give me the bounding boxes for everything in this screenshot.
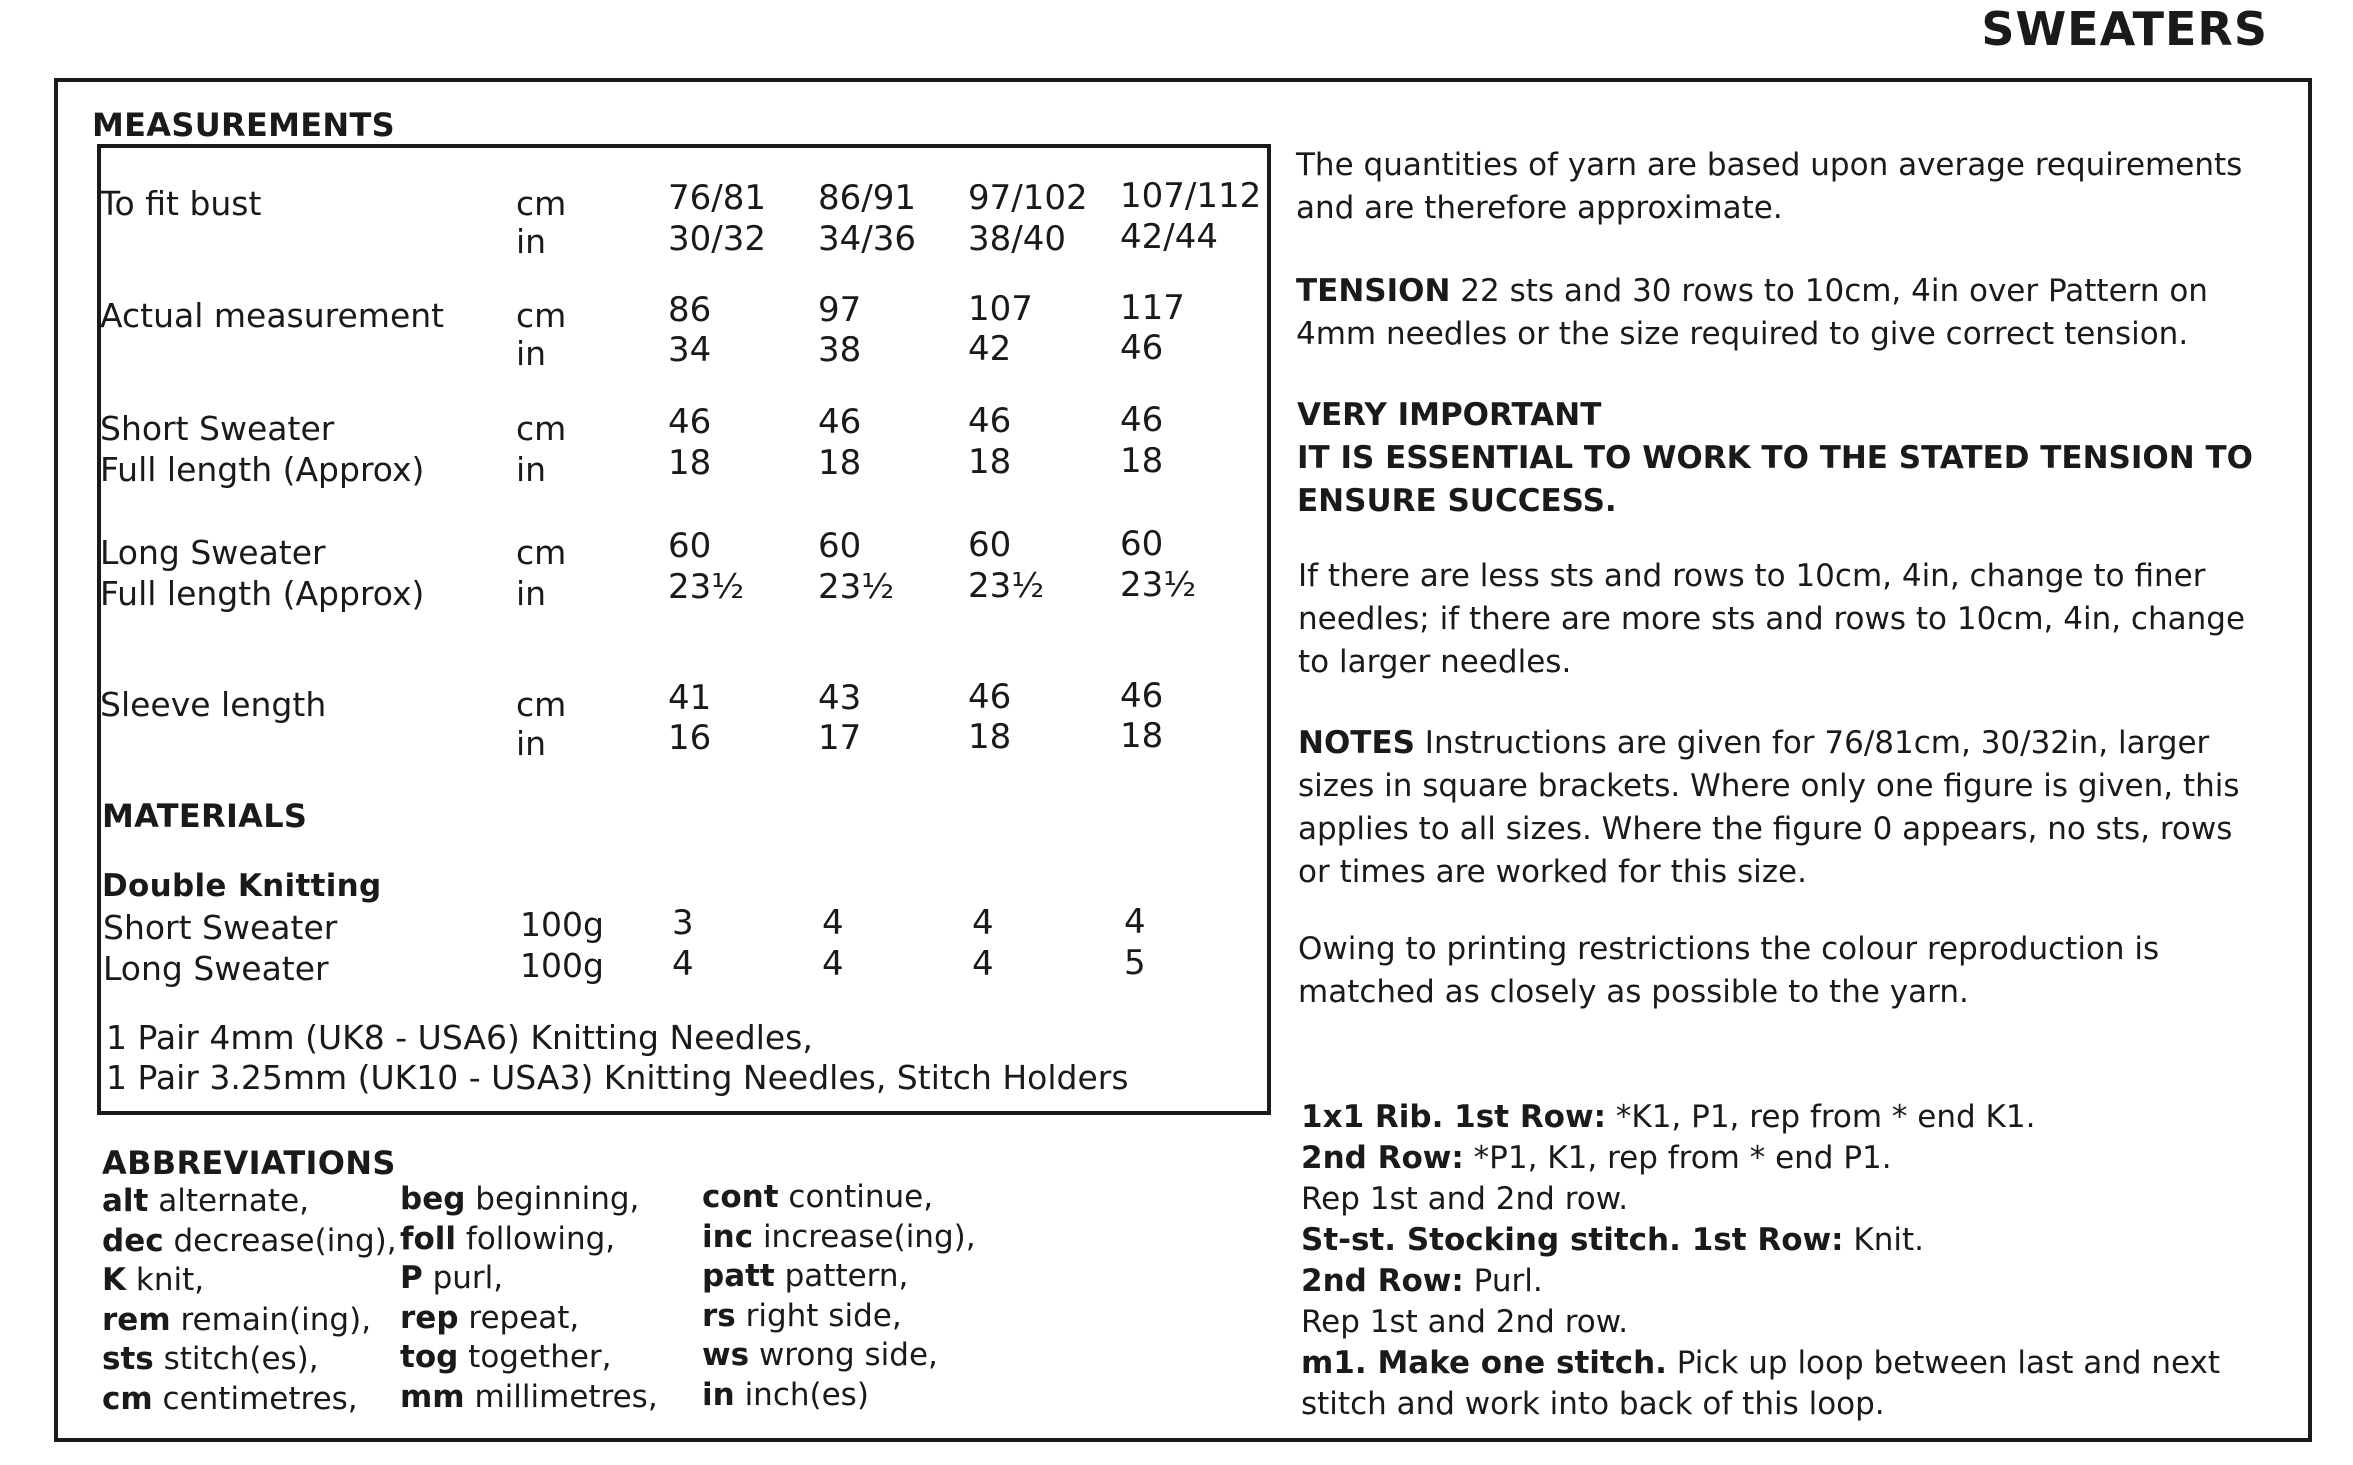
value-cell: 18 [1120,441,1164,481]
row-label: Full length (Approx) [100,450,425,489]
abbreviation-item: ws wrong side, [702,1337,938,1373]
needles-line: 1 Pair 3.25mm (UK10 - USA3) Knitting Needles, Stitch Holders [106,1058,1129,1097]
abbreviations-column-1 [102,1182,397,1419]
value-cell: 23½ [818,567,895,607]
value-cell: 46 [1120,676,1164,716]
value-cell: 18 [818,443,862,483]
row-unit: in [516,334,547,373]
row-unit: in [516,724,547,763]
stitch-line: 2nd Row: Purl. [1301,1263,1543,1299]
value-cell: 34 [668,330,712,370]
abbreviation-item: rs right side, [702,1297,902,1334]
value-cell: 4 [822,944,844,984]
value-cell: 46 [668,402,712,442]
abbreviation-item: alt alternate, [102,1183,309,1219]
stitch-line: Rep 1st and 2nd row. [1301,1181,1629,1217]
yarn-note: The quantities of yarn are based upon average requirements and are therefore approximate. [1296,147,2243,226]
value-cell: 23½ [1120,565,1197,605]
needles-note: If there are less sts and rows to 10cm, 4in, change to finer needles; if there are more sts and rows to 10cm, 4in, change to larger needles. [1298,558,2246,680]
value-cell: 18 [968,442,1012,482]
value-cell: 23½ [968,566,1045,606]
value-cell: 42 [968,329,1012,369]
abbreviation-item: mm millimetres, [400,1378,658,1415]
row-unit: cm [516,685,567,724]
value-cell: 117 [1120,288,1185,328]
row-unit: in [516,574,547,613]
measurements-heading: MEASUREMENTS [92,106,395,144]
value-cell: 86/91 [818,178,916,218]
row-label: Sleeve length [100,685,327,724]
value-cell: 4 [672,944,694,984]
abbreviation-item: P purl, [400,1260,504,1296]
value-cell: 46 [1120,328,1164,368]
stitch-line: St-st. Stocking stitch. 1st Row: Knit. [1301,1222,1924,1258]
abbreviations-column-2 [400,1180,658,1417]
abbreviation-item: beg beginning, [400,1181,640,1217]
stitch-line: 1x1 Rib. 1st Row: *K1, P1, rep from * end K1. [1301,1099,2036,1135]
materials-heading: MATERIALS [102,797,308,835]
material-unit: 100g [520,946,604,985]
value-cell: 17 [818,718,862,758]
value-cell: 16 [668,718,712,758]
tension-note: TENSION 22 sts and 30 rows to 10cm, 4in over Pattern on 4mm needles or the size required to give correct tension. [1296,273,2208,352]
row-label: Full length (Approx) [100,574,425,613]
value-cell: 46 [968,677,1012,717]
value-cell: 18 [968,717,1012,757]
abbreviation-item: cm centimetres, [102,1380,358,1417]
needles-line: 1 Pair 4mm (UK8 - USA6) Knitting Needles, [106,1018,813,1057]
value-cell: 18 [668,443,712,483]
abbreviation-item: tog together, [400,1339,612,1375]
value-cell: 76/81 [668,178,766,218]
value-cell: 43 [818,678,862,718]
value-cell: 60 [668,526,712,566]
value-cell: 107/112 [1120,176,1262,216]
abbreviation-item: cont continue, [702,1179,934,1215]
value-cell: 41 [668,678,712,718]
important-note: VERY IMPORTANT IT IS ESSENTIAL TO WORK TO THE STATED TENSION TO ENSURE SUCCESS. [1297,397,2253,519]
value-cell: 30/32 [668,219,766,259]
abbreviations-column-3 [702,1178,976,1415]
value-cell: 60 [968,525,1012,565]
value-cell: 38/40 [968,219,1066,259]
value-cell: 46 [1120,400,1164,440]
row-label: Actual measurement [100,296,445,335]
value-cell: 60 [1120,524,1164,564]
row-label: Short Sweater [100,409,335,448]
notes-note: NOTES Instructions are given for 76/81cm, 30/32in, larger sizes in square brackets. Where only one figure is given, this applies to all sizes. Where the figure 0 appears, no sts, rows or times are worked for this size. [1298,725,2240,890]
row-unit: cm [516,409,567,448]
value-cell: 4 [972,944,994,984]
abbreviation-item: rem remain(ing), [102,1301,372,1338]
colour-note: Owing to printing restrictions the colour reproduction is matched as closely as possible to the yarn. [1298,931,2160,1010]
abbreviation-item: inc increase(ing), [702,1218,976,1255]
row-unit: cm [516,296,567,335]
stitch-line: 2nd Row: *P1, K1, rep from * end P1. [1301,1140,1892,1176]
value-cell: 4 [822,903,844,943]
value-cell: 46 [968,401,1012,441]
stitch-line: Rep 1st and 2nd row. [1301,1304,1629,1340]
stitches-section [1301,1097,2220,1425]
value-cell: 4 [1124,902,1146,942]
value-cell: 42/44 [1120,217,1218,257]
value-cell: 97/102 [968,178,1088,218]
abbreviation-item: patt pattern, [702,1258,909,1294]
value-cell: 60 [818,526,862,566]
row-unit: in [516,222,547,261]
value-cell: 5 [1124,943,1146,983]
value-cell: 38 [818,330,862,370]
value-cell: 3 [672,903,694,943]
material-unit: 100g [520,905,604,944]
material-label: Short Sweater [103,908,338,947]
abbreviation-item: sts stitch(es), [102,1341,319,1377]
value-cell: 18 [1120,716,1164,756]
page-title: SWEATERS [1981,2,2268,56]
value-cell: 34/36 [818,219,916,259]
abbreviations-heading: ABBREVIATIONS [102,1144,396,1182]
stitch-line: stitch and work into back of this loop. [1301,1386,1885,1422]
abbreviation-item: dec decrease(ing), [102,1222,397,1259]
value-cell: 86 [668,290,712,330]
abbreviation-item: in inch(es) [702,1376,869,1413]
row-label: Long Sweater [100,533,326,572]
value-cell: 4 [972,903,994,943]
abbreviation-item: foll following, [400,1220,616,1257]
value-cell: 97 [818,290,862,330]
materials-subheading: Double Knitting [102,868,382,904]
value-cell: 107 [968,289,1033,329]
stitch-line: m1. Make one stitch. Pick up loop between last and next [1301,1345,2221,1381]
row-label: To fit bust [100,184,262,223]
row-unit: in [516,450,547,489]
value-cell: 23½ [668,567,745,607]
abbreviation-item: rep repeat, [400,1299,580,1336]
row-unit: cm [516,533,567,572]
value-cell: 46 [818,402,862,442]
row-unit: cm [516,184,567,223]
abbreviation-item: K knit, [102,1262,205,1298]
material-label: Long Sweater [103,949,329,988]
